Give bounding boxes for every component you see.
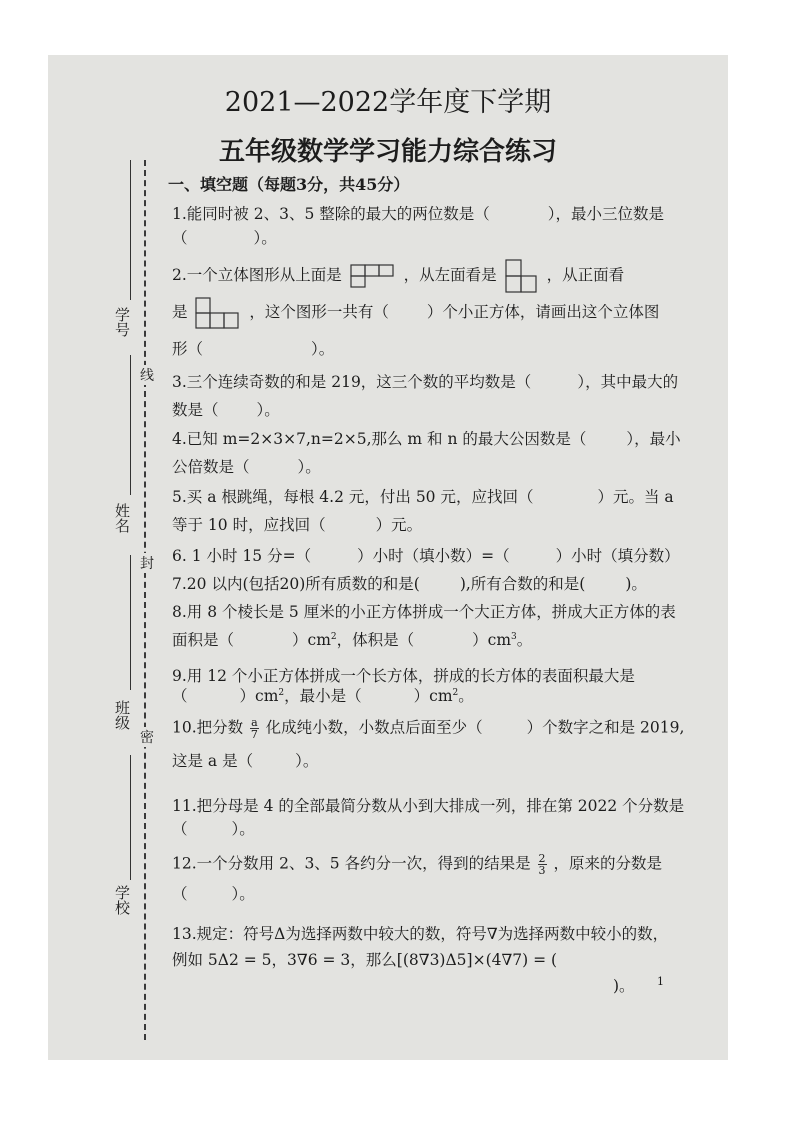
question-5-line-2: 等于 10 时，应找回（ ）元。 [172, 516, 423, 534]
question-2-line-3: 形（ ）。 [172, 340, 335, 358]
question-4-line-1: 4.已知 m=2×3×7,n=2×5,那么 m 和 n 的最大公因数是（ ），最小 [172, 430, 681, 448]
school-label: 学校 [113, 885, 131, 915]
question-12-line-2: （ ）。 [172, 885, 255, 903]
question-9-line-1: 9.用 12 个小正方体拼成一个长方体，拼成的长方体的表面积最大是 [172, 667, 635, 685]
question-10-line-2: 这是 a 是（ ）。 [172, 752, 319, 770]
name-label: 姓名 [113, 503, 131, 533]
question-11-line-1: 11.把分母是 4 的全部最简分数从小到大排成一列，排在第 2022 个分数是 [172, 797, 685, 815]
question-3-line-2: 数是（ ）。 [172, 401, 280, 419]
exam-paper [48, 55, 728, 1060]
question-2-line-2: 是 ，这个图形一共有（ ）个小正方体，请画出这个立体图 [172, 297, 678, 329]
question-1-line-2: （ ）。 [172, 229, 277, 247]
question-1-line-1: 1.能同时被 2、3、5 整除的最大的两位数是（ ），最小三位数是 [172, 205, 664, 223]
question-10-line-1: 10.把分数 $\frac{a}{7}$ 化成纯小数，小数点后面至少（ ）个数字之和是 2019, [172, 716, 685, 741]
left-view-grid-icon [505, 259, 539, 293]
question-12-line-1: 12.一个分数用 2、3、5 各约分一次，得到的结果是 $\frac{2}{3}$ ，原来的分数是 [172, 852, 662, 877]
question-5-line-1: 5.买 a 根跳绳，每根 4.2 元，付出 50 元，应找回（ ）元。当 a [172, 488, 674, 506]
question-3-line-1: 3.三个连续奇数的和是 219，这三个数的平均数是（ ），其中最大的 [172, 373, 679, 391]
fraction-2-over-3: $\frac{2}{3}$ [538, 852, 546, 877]
student-id-label: 学号 [113, 307, 131, 337]
page-number: 1 [657, 975, 664, 988]
student-id-line [130, 160, 131, 300]
exam-title: 五年级数学学习能力综合练习 [218, 137, 557, 167]
question-13-line-2: 例如 5Δ2 = 5，3∇6 = 3，那么[(8∇3)Δ5]×(4∇7) = ( [172, 951, 558, 969]
school-line [130, 755, 131, 880]
fraction-a-over-7: $\frac{a}{7}$ [250, 716, 258, 741]
question-13-line-3: )。 [613, 977, 635, 995]
question-7: 7.20 以内(包括20)所有质数的和是( ),所有合数的和是( )。 [172, 575, 647, 593]
question-13-line-1: 13.规定：符号Δ为选择两数中较大的数，符号∇为选择两数中较小的数， [172, 925, 669, 943]
question-2-line-1: 2.一个立体图形从上面是 ，从左面看是 ，从正面看 [172, 259, 678, 293]
question-11-line-2: （ ）。 [172, 820, 255, 838]
class-line [130, 555, 131, 690]
question-6: 6. 1 小时 15 分=（ ）小时（填小数）=（ ）小时（填分数） [172, 547, 680, 565]
question-8-line-1: 8.用 8 个棱长是 5 厘米的小正方体拼成一个大正方体，拼成大正方体的表 [172, 603, 676, 621]
class-label: 班级 [113, 700, 131, 730]
question-9-line-2: （ ）$cm^2$，最小是（ ）$cm^2$。 [172, 687, 474, 705]
question-4-line-2: 公倍数是（ ）。 [172, 458, 321, 476]
front-view-grid-icon [195, 297, 241, 329]
name-line [130, 355, 131, 495]
exam-year-title: 2021—2022学年度下学期 [224, 87, 552, 118]
section-title: 一、填空题（每题3分，共45分） [168, 175, 410, 194]
top-view-grid-icon [350, 264, 396, 288]
seal-char-seal: 封 [140, 553, 154, 573]
binding-dashed-line [144, 160, 146, 1040]
question-8-line-2: 面积是（ ）$cm^2$，体积是（ ）$cm^3$。 [172, 631, 533, 649]
seal-char-line: 线 [140, 365, 154, 385]
seal-char-secret: 密 [140, 727, 154, 747]
